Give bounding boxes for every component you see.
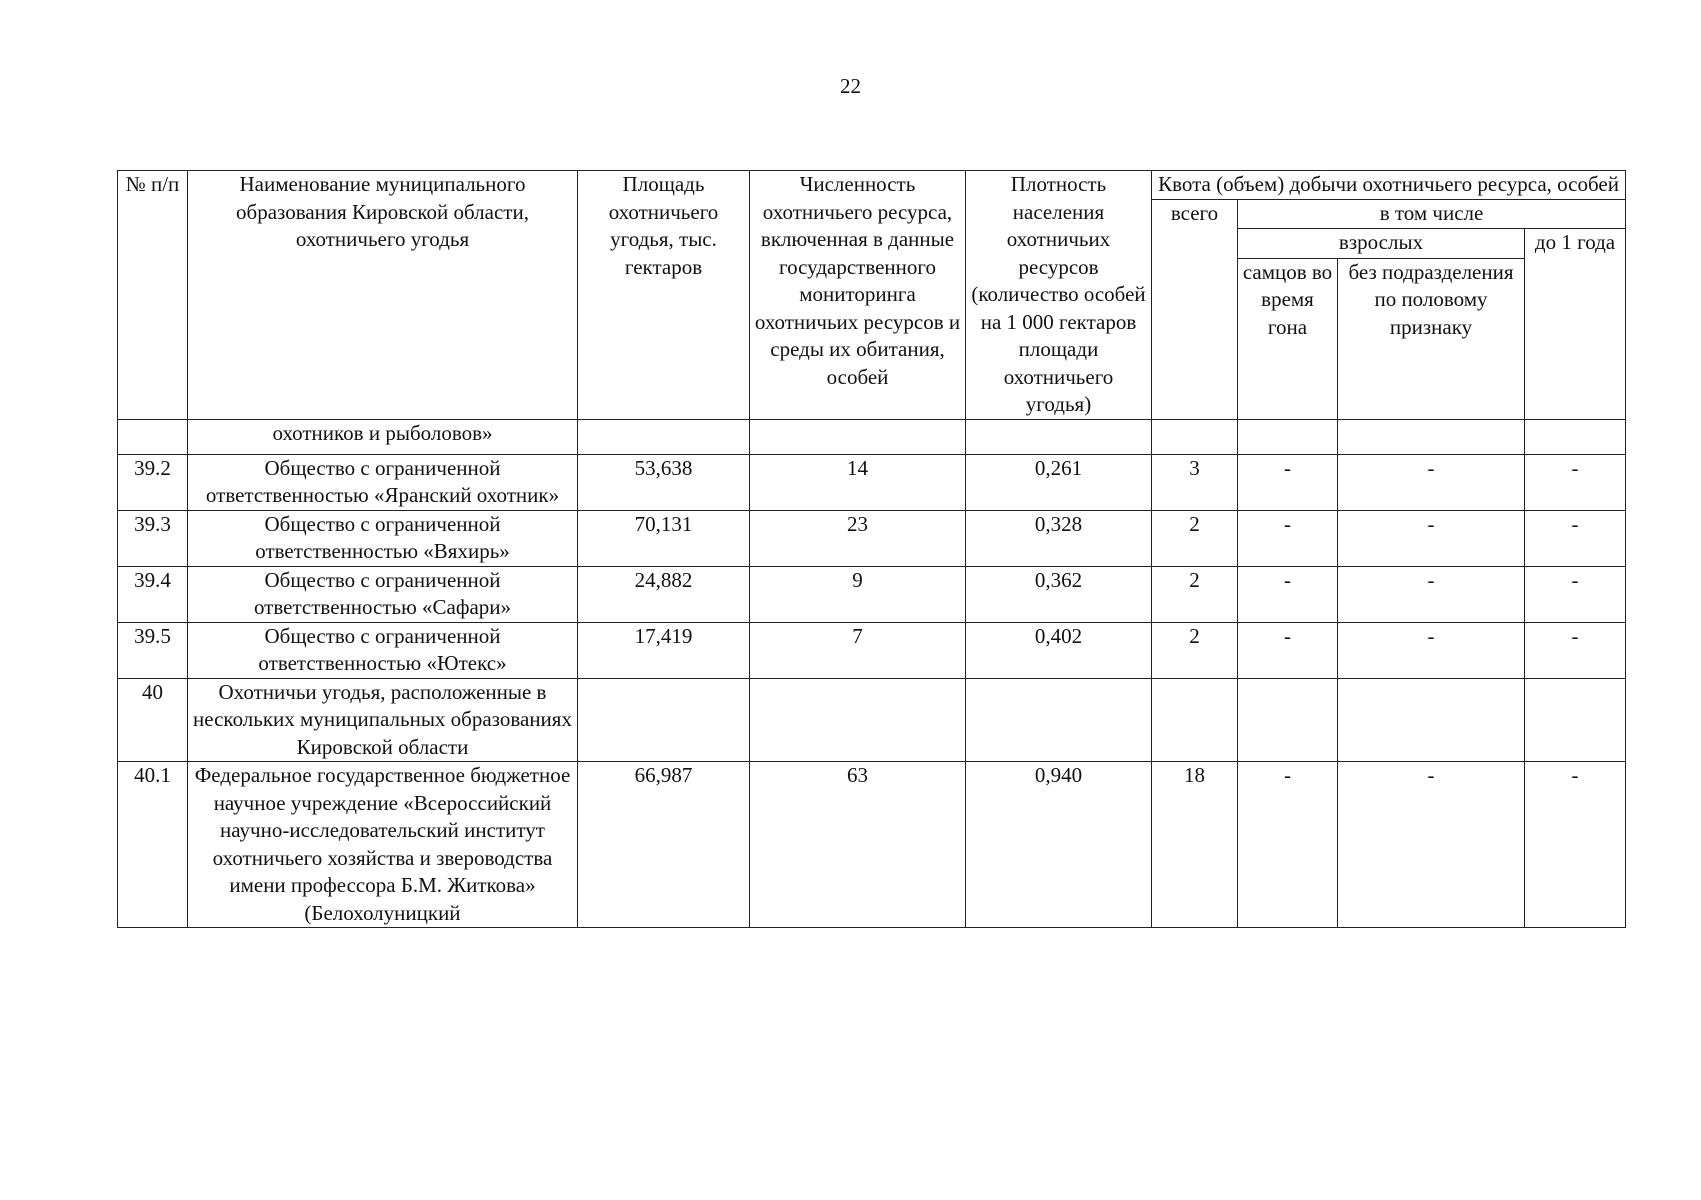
row-males <box>1238 678 1338 762</box>
row-area: 17,419 <box>578 622 750 678</box>
row-no: 39.3 <box>118 510 188 566</box>
row-nosex <box>1338 419 1525 454</box>
row-count: 7 <box>750 622 966 678</box>
header-males-rut: самцов во время гона <box>1238 258 1338 419</box>
row-males: - <box>1238 510 1338 566</box>
table-row <box>118 566 1626 622</box>
row-under1: - <box>1525 622 1626 678</box>
row-males: - <box>1238 454 1338 510</box>
table-row <box>118 419 1626 454</box>
header-quota: Квота (объем) добычи охотничьего ресурса, особей <box>1152 171 1626 200</box>
header-area: Площадь охотничьего угодья, тыс. гектаров <box>578 171 750 420</box>
row-name: Общество с ограниченной ответственностью «Яранский охотник» <box>188 454 578 510</box>
row-nosex: - <box>1338 510 1525 566</box>
row-area: 24,882 <box>578 566 750 622</box>
row-total: 3 <box>1152 454 1238 510</box>
row-nosex: - <box>1338 622 1525 678</box>
row-total <box>1152 678 1238 762</box>
row-area <box>578 678 750 762</box>
row-area: 53,638 <box>578 454 750 510</box>
table-row <box>118 454 1626 510</box>
header-no: № п/п <box>118 171 188 420</box>
header-including: в том числе <box>1238 199 1626 229</box>
header-adults: взрослых <box>1238 229 1525 259</box>
row-total: 18 <box>1152 762 1238 928</box>
row-nosex: - <box>1338 762 1525 928</box>
header-density: Плотность населения охотничьих ресурсов (количество особей на 1 000 гектаров площади охотничьего угодья) <box>966 171 1152 420</box>
row-total <box>1152 419 1238 454</box>
row-density: 0,940 <box>966 762 1152 928</box>
row-name: Федеральное государственное бюджетное научное учреждение «Всероссийский научно-исследовательский институт охотничьего хозяйства и звероводства имени профессора Б.М. Житкова» (Белохолуницкий <box>188 762 578 928</box>
row-area: 66,987 <box>578 762 750 928</box>
table-row <box>118 678 1626 762</box>
row-area: 70,131 <box>578 510 750 566</box>
row-no: 39.4 <box>118 566 188 622</box>
row-density: 0,261 <box>966 454 1152 510</box>
row-males: - <box>1238 762 1338 928</box>
row-under1: - <box>1525 762 1626 928</box>
header-name: Наименование муниципального образования Кировской области, охотничьего угодья <box>188 171 578 420</box>
row-nosex <box>1338 678 1525 762</box>
row-males: - <box>1238 622 1338 678</box>
row-total: 2 <box>1152 510 1238 566</box>
row-no: 39.2 <box>118 454 188 510</box>
row-name: охотников и рыболовов» <box>188 419 578 454</box>
hunting-quota-table <box>117 170 1626 928</box>
row-name: Общество с ограниченной ответственностью «Вяхирь» <box>188 510 578 566</box>
row-area <box>578 419 750 454</box>
table-row <box>118 762 1626 928</box>
row-nosex: - <box>1338 454 1525 510</box>
row-count: 14 <box>750 454 966 510</box>
row-males <box>1238 419 1338 454</box>
header-total: всего <box>1152 199 1238 419</box>
row-no: 40.1 <box>118 762 188 928</box>
row-count: 63 <box>750 762 966 928</box>
row-no <box>118 419 188 454</box>
row-density: 0,328 <box>966 510 1152 566</box>
table-row <box>118 622 1626 678</box>
row-under1: - <box>1525 454 1626 510</box>
page-number: 22 <box>840 74 861 98</box>
row-name: Общество с ограниченной ответственностью «Ютекс» <box>188 622 578 678</box>
row-no: 40 <box>118 678 188 762</box>
row-name: Общество с ограниченной ответственностью «Сафари» <box>188 566 578 622</box>
row-name: Охотничьи угодья, расположенные в нескольких муниципальных образованиях Кировской области <box>188 678 578 762</box>
row-nosex: - <box>1338 566 1525 622</box>
row-under1: - <box>1525 566 1626 622</box>
row-total: 2 <box>1152 566 1238 622</box>
row-count <box>750 419 966 454</box>
row-under1 <box>1525 678 1626 762</box>
row-count <box>750 678 966 762</box>
row-density <box>966 419 1152 454</box>
row-total: 2 <box>1152 622 1238 678</box>
row-males: - <box>1238 566 1338 622</box>
row-under1 <box>1525 419 1626 454</box>
row-no: 39.5 <box>118 622 188 678</box>
row-density <box>966 678 1152 762</box>
row-under1: - <box>1525 510 1626 566</box>
row-count: 23 <box>750 510 966 566</box>
row-density: 0,402 <box>966 622 1152 678</box>
row-density: 0,362 <box>966 566 1152 622</box>
header-under-1-year: до 1 года <box>1525 229 1626 420</box>
table-row <box>118 510 1626 566</box>
header-count: Численность охотничьего ресурса, включенная в данные государственного мониторинга охотничьих ресурсов и среды их обитания, особей <box>750 171 966 420</box>
row-count: 9 <box>750 566 966 622</box>
header-no-sex-division: без подразделения по половому признаку <box>1338 258 1525 419</box>
